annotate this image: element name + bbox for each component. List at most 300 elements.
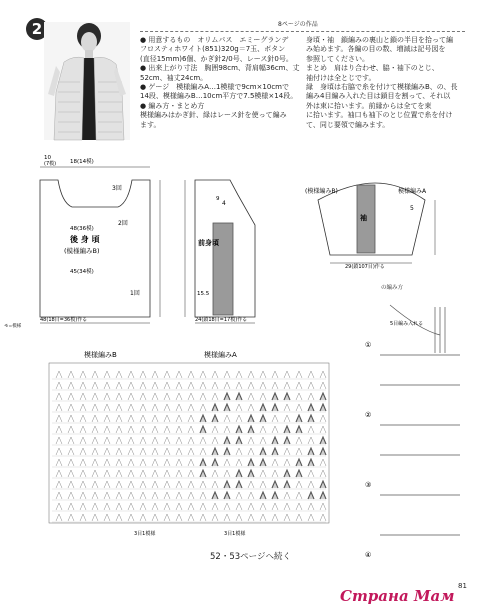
stitch-symbol (140, 382, 146, 389)
stitch-symbol (260, 382, 266, 389)
stitch-symbol (80, 437, 86, 444)
stitch-symbol (128, 393, 134, 400)
stitch-symbol (236, 426, 242, 433)
stitch-symbol (176, 426, 182, 433)
stitch-symbol (212, 426, 218, 433)
row-count: 2回 (118, 220, 128, 227)
watermark: Страна Мам (340, 587, 455, 605)
stitch-symbol (224, 481, 230, 488)
stitch-symbol (104, 459, 110, 466)
stitch-symbol (80, 470, 86, 477)
stitch-symbol (56, 426, 62, 433)
stitch-symbol (164, 393, 170, 400)
stitch-symbol (248, 393, 254, 400)
stitch-symbol (176, 459, 182, 466)
stitch-symbol (200, 393, 206, 400)
instructions-block (306, 36, 468, 130)
stitch-symbol (128, 514, 134, 521)
sleeve-pattern-a-label: 模様編みA (398, 188, 427, 195)
stitch-symbol (260, 426, 266, 433)
stitch-symbol (116, 426, 122, 433)
stitch-symbol (176, 404, 182, 411)
stitch-symbol (308, 393, 314, 400)
stitch-symbol (188, 492, 194, 499)
stitch-symbol (140, 481, 146, 488)
stitch-symbol (56, 404, 62, 411)
stitch-symbol (212, 503, 218, 510)
dim-label: 9 (216, 196, 220, 202)
stitch-symbol (224, 382, 230, 389)
step-1-icon: ① (365, 341, 372, 349)
stitch-symbol (308, 459, 314, 466)
howto-steps (360, 295, 470, 575)
stitch-symbol (80, 415, 86, 422)
dim-label: (7模) (44, 161, 57, 167)
stitch-symbol (224, 404, 230, 411)
howto-note: 5目編み入れる (390, 321, 424, 327)
stitch-symbol (176, 393, 182, 400)
stitch-symbol (116, 404, 122, 411)
stitch-symbol (212, 481, 218, 488)
stitch-symbol (152, 404, 158, 411)
stitch-symbol (224, 514, 230, 521)
stitch-symbol (260, 492, 266, 499)
back-label: 後 身 頃 (70, 235, 100, 244)
stitch-symbol (68, 503, 74, 510)
row-count: 4 (222, 200, 226, 207)
stitch-symbol (104, 514, 110, 521)
stitch-symbol (56, 514, 62, 521)
legend-mo: モ=模様 (4, 324, 22, 329)
stitch-symbol (308, 426, 314, 433)
stitch-symbol (104, 470, 110, 477)
stitch-symbol (308, 437, 314, 444)
stitch-symbol (92, 470, 98, 477)
materials-block (140, 36, 300, 130)
stitch-symbol (260, 470, 266, 477)
stitch-symbol (68, 437, 74, 444)
stitch-symbol (296, 459, 302, 466)
stitch-symbol (260, 448, 266, 455)
chart-rows (52, 371, 326, 522)
stitch-symbol (236, 382, 242, 389)
stitch-symbol (308, 404, 314, 411)
howto-title (381, 285, 403, 292)
stitch-symbol (224, 426, 230, 433)
stitch-symbol (188, 426, 194, 433)
stitch-symbol (80, 481, 86, 488)
stitch-symbol (260, 404, 266, 411)
instructions-line: 参照してください。 (306, 54, 369, 63)
stitch-symbol (152, 492, 158, 499)
stitch-symbol (248, 503, 254, 510)
stitch-symbol (128, 415, 134, 422)
stitch-symbol (92, 393, 98, 400)
stitch-symbol (296, 404, 302, 411)
stitch-symbol (104, 437, 110, 444)
stitch-symbol (248, 437, 254, 444)
stitch-symbol (284, 481, 290, 488)
stitch-symbol (92, 503, 98, 510)
stitch-symbol (92, 481, 98, 488)
instructions-line: み始めます。各編の目の数、増減は記号図を (306, 45, 446, 54)
stitch-symbol (80, 426, 86, 433)
stitch-symbol (116, 448, 122, 455)
stitch-symbol (272, 404, 278, 411)
stitch-symbol (56, 371, 62, 378)
stitch-symbol (116, 371, 122, 378)
stitch-symbol (92, 514, 98, 521)
row-count: 5 (410, 205, 414, 212)
instructions-line: 編み4目編み入れた目は鎖目を割って、それ以 (306, 92, 451, 101)
stitch-symbol (80, 492, 86, 499)
stitch-symbol (296, 371, 302, 378)
stitch-symbol (152, 415, 158, 422)
stitch-symbol (56, 382, 62, 389)
dim-label: 45(34模) (70, 269, 94, 275)
stitch-symbol (212, 371, 218, 378)
instructions-line: まとめ 肩はり合わせ、脇・袖下のとじ、 (306, 64, 439, 73)
stitch-symbol (236, 371, 242, 378)
stitch-symbol (284, 514, 290, 521)
stitch-symbol (296, 503, 302, 510)
stitch-symbol (104, 371, 110, 378)
instructions-line: 外は束に拾います。前縁からは全てを束 (306, 101, 432, 110)
stitch-symbol (68, 459, 74, 466)
instructions-line: 袖付けは全とじです。 (306, 73, 376, 82)
stitch-symbol (284, 371, 290, 378)
stitch-symbol (296, 470, 302, 477)
stitch-symbol (152, 371, 158, 378)
chart-bottom-a: 3目1模様 (224, 531, 246, 537)
stitch-symbol (236, 393, 242, 400)
stitch-symbol (308, 415, 314, 422)
stitch-symbol (200, 470, 206, 477)
model-photo-art (44, 22, 130, 140)
stitch-symbol (68, 382, 74, 389)
stitch-symbol (68, 448, 74, 455)
dim-label: 24(鎖18目=17模)作る (195, 317, 248, 323)
stitch-symbol (164, 470, 170, 477)
stitch-symbol (212, 382, 218, 389)
stitch-symbol (164, 415, 170, 422)
model-photo (44, 22, 130, 140)
stitch-symbol (272, 492, 278, 499)
stitch-symbol (140, 415, 146, 422)
stitch-symbol (92, 404, 98, 411)
stitch-symbol (284, 470, 290, 477)
stitch-symbol (176, 382, 182, 389)
stitch-symbol (224, 437, 230, 444)
stitch-symbol (296, 481, 302, 488)
stitch-symbol (200, 426, 206, 433)
stitch-symbol (308, 382, 314, 389)
stitch-symbol (152, 426, 158, 433)
stitch-symbol (224, 371, 230, 378)
stitch-symbol (152, 503, 158, 510)
stitch-symbol (104, 448, 110, 455)
stitch-symbol (116, 437, 122, 444)
stitch-symbol (68, 393, 74, 400)
sleeve-pattern-b-label: (模様編みB) (305, 188, 338, 195)
stitch-symbol (104, 404, 110, 411)
stitch-symbol (140, 492, 146, 499)
stitch-symbol (320, 503, 326, 510)
stitch-symbol (200, 481, 206, 488)
stitch-symbol (248, 415, 254, 422)
howto-title-text: の編み方 (381, 285, 404, 291)
stitch-symbol (236, 470, 242, 477)
stitch-symbol (200, 382, 206, 389)
stitch-symbol (56, 481, 62, 488)
stitch-symbol (176, 503, 182, 510)
stitch-symbol (200, 371, 206, 378)
stitch-symbol (116, 382, 122, 389)
stitch-symbol (188, 382, 194, 389)
stitch-symbol (128, 503, 134, 510)
stitch-symbol (152, 382, 158, 389)
stitch-symbol (248, 459, 254, 466)
stitch-symbol (260, 503, 266, 510)
stitch-symbol (104, 503, 110, 510)
stitch-symbol (296, 393, 302, 400)
stitch-symbol (224, 459, 230, 466)
stitch-symbol (80, 393, 86, 400)
stitch-symbol (212, 492, 218, 499)
stitch-symbol (296, 382, 302, 389)
stitch-symbol (116, 492, 122, 499)
stitch-symbol (164, 514, 170, 521)
materials-line: (直径15mm)6個、かぎ針2/0号、レース針0号。 (140, 54, 293, 63)
dim-label: 18(14模) (70, 159, 94, 165)
stitch-symbol (212, 415, 218, 422)
dim-label: 10 (44, 155, 51, 161)
stitch-symbol (200, 514, 206, 521)
stitch-symbol (80, 503, 86, 510)
stitch-symbol (212, 514, 218, 521)
stitch-symbol (176, 437, 182, 444)
row-count: 3回 (112, 185, 122, 192)
stitch-symbol (296, 426, 302, 433)
stitch-symbol (164, 492, 170, 499)
pattern-number: 2 (31, 20, 43, 38)
stitch-chart (44, 345, 339, 540)
stitch-symbol (296, 514, 302, 521)
stitch-symbol (248, 514, 254, 521)
stitch-symbol (200, 415, 206, 422)
stitch-symbol (248, 426, 254, 433)
stitch-symbol (260, 459, 266, 466)
stitch-symbol (308, 371, 314, 378)
stitch-symbol (140, 437, 146, 444)
stitch-symbol (260, 415, 266, 422)
stitch-symbol (68, 514, 74, 521)
stitch-symbol (320, 371, 326, 378)
stitch-symbol (272, 503, 278, 510)
stitch-symbol (236, 415, 242, 422)
stitch-symbol (200, 459, 206, 466)
materials-line: ます。 (140, 120, 161, 129)
stitch-symbol (140, 470, 146, 477)
stitch-symbol (140, 448, 146, 455)
materials-line: 14段、模様編みB…10cm平方で7.5模様×14段。 (140, 92, 298, 101)
stitch-symbol (176, 514, 182, 521)
step-2-icon: ② (365, 411, 372, 419)
stitch-symbol (224, 393, 230, 400)
stitch-symbol (116, 514, 122, 521)
stitch-symbol (212, 448, 218, 455)
materials-line: 52cm、袖丈24cm。 (140, 73, 208, 82)
stitch-symbol (128, 470, 134, 477)
stitch-symbol (236, 481, 242, 488)
stitch-symbol (176, 481, 182, 488)
stitch-symbol (140, 426, 146, 433)
stitch-symbol (56, 503, 62, 510)
stitch-symbol (296, 448, 302, 455)
stitch-symbol (56, 393, 62, 400)
stitch-symbol (92, 426, 98, 433)
stitch-symbol (248, 404, 254, 411)
materials-line: ● 編み方・まとめ方 (140, 101, 205, 110)
stitch-symbol (188, 448, 194, 455)
stitch-symbol (152, 437, 158, 444)
stitch-symbol (116, 393, 122, 400)
stitch-symbol (320, 514, 326, 521)
stitch-symbol (272, 426, 278, 433)
stitch-symbol (200, 503, 206, 510)
stitch-symbol (56, 492, 62, 499)
dim-label: 48(36模) (70, 226, 94, 232)
stitch-symbol (272, 415, 278, 422)
stitch-symbol (80, 459, 86, 466)
stitch-symbol (224, 503, 230, 510)
stitch-symbol (140, 503, 146, 510)
stitch-symbol (80, 404, 86, 411)
stitch-symbol (236, 514, 242, 521)
stitch-symbol (320, 459, 326, 466)
stitch-symbol (116, 470, 122, 477)
stitch-symbol (68, 492, 74, 499)
stitch-symbol (188, 415, 194, 422)
materials-line: フロスティホワイト(851)320g＝7玉、ボタン (140, 45, 286, 54)
stitch-symbol (56, 459, 62, 466)
stitch-symbol (56, 448, 62, 455)
stitch-symbol (68, 426, 74, 433)
stitch-symbol (272, 382, 278, 389)
stitch-symbol (164, 426, 170, 433)
stitch-symbol (284, 503, 290, 510)
stitch-symbol (92, 459, 98, 466)
stitch-symbol (104, 382, 110, 389)
stitch-symbol (260, 481, 266, 488)
stitch-symbol (56, 415, 62, 422)
stitch-symbol (188, 470, 194, 477)
stitch-symbol (200, 437, 206, 444)
page-number: 81 (458, 582, 467, 590)
stitch-symbol (308, 470, 314, 477)
stitch-symbol (128, 481, 134, 488)
stitch-symbol (92, 492, 98, 499)
stitch-symbol (104, 492, 110, 499)
stitch-symbol (248, 382, 254, 389)
stitch-symbol (284, 415, 290, 422)
stitch-symbol (56, 437, 62, 444)
stitch-symbol (140, 514, 146, 521)
stitch-symbol (188, 404, 194, 411)
dim-label: 15.5 (197, 291, 210, 297)
stitch-symbol (188, 459, 194, 466)
sleeve-label: 袖 (360, 214, 367, 222)
stitch-symbol (164, 382, 170, 389)
stitch-symbol (320, 448, 326, 455)
stitch-symbol (152, 448, 158, 455)
stitch-symbol (236, 404, 242, 411)
stitch-symbol (320, 481, 326, 488)
stitch-symbol (320, 437, 326, 444)
stitch-symbol (92, 415, 98, 422)
stitch-symbol (212, 459, 218, 466)
stitch-symbol (104, 426, 110, 433)
stitch-symbol (284, 393, 290, 400)
stitch-symbol (68, 481, 74, 488)
stitch-symbol (260, 514, 266, 521)
stitch-symbol (152, 481, 158, 488)
stitch-symbol (116, 415, 122, 422)
stitch-symbol (188, 437, 194, 444)
step-4-icon: ④ (365, 551, 372, 559)
stitch-symbol (248, 481, 254, 488)
chart-label-b: 模様編みB (84, 351, 117, 359)
stitch-symbol (320, 393, 326, 400)
materials-line: ● 用意するもの オリムパス エミーグランデ (140, 36, 289, 44)
stitch-symbol (320, 382, 326, 389)
stitch-symbol (236, 459, 242, 466)
stitch-symbol (56, 470, 62, 477)
stitch-symbol (260, 437, 266, 444)
stitch-symbol (68, 470, 74, 477)
stitch-symbol (152, 470, 158, 477)
stitch-symbol (224, 415, 230, 422)
continue-note: 52・53ページへ続く (210, 552, 291, 562)
stitch-symbol (308, 481, 314, 488)
stitch-symbol (164, 437, 170, 444)
stitch-symbol (248, 448, 254, 455)
stitch-symbol (284, 492, 290, 499)
stitch-symbol (272, 371, 278, 378)
stitch-symbol (140, 459, 146, 466)
stitch-symbol (152, 459, 158, 466)
stitch-symbol (296, 415, 302, 422)
stitch-symbol (284, 426, 290, 433)
stitch-symbol (176, 448, 182, 455)
step-3-icon: ③ (365, 481, 372, 489)
stitch-symbol (212, 437, 218, 444)
stitch-symbol (164, 448, 170, 455)
stitch-symbol (68, 371, 74, 378)
stitch-symbol (224, 492, 230, 499)
stitch-symbol (272, 481, 278, 488)
stitch-symbol (200, 448, 206, 455)
stitch-symbol (140, 393, 146, 400)
stitch-symbol (128, 437, 134, 444)
stitch-symbol (308, 492, 314, 499)
stitch-symbol (224, 470, 230, 477)
stitch-symbol (320, 492, 326, 499)
stitch-symbol (128, 448, 134, 455)
stitch-symbol (92, 448, 98, 455)
page-ref: 8ページの作品 (275, 21, 321, 28)
stitch-symbol (236, 448, 242, 455)
